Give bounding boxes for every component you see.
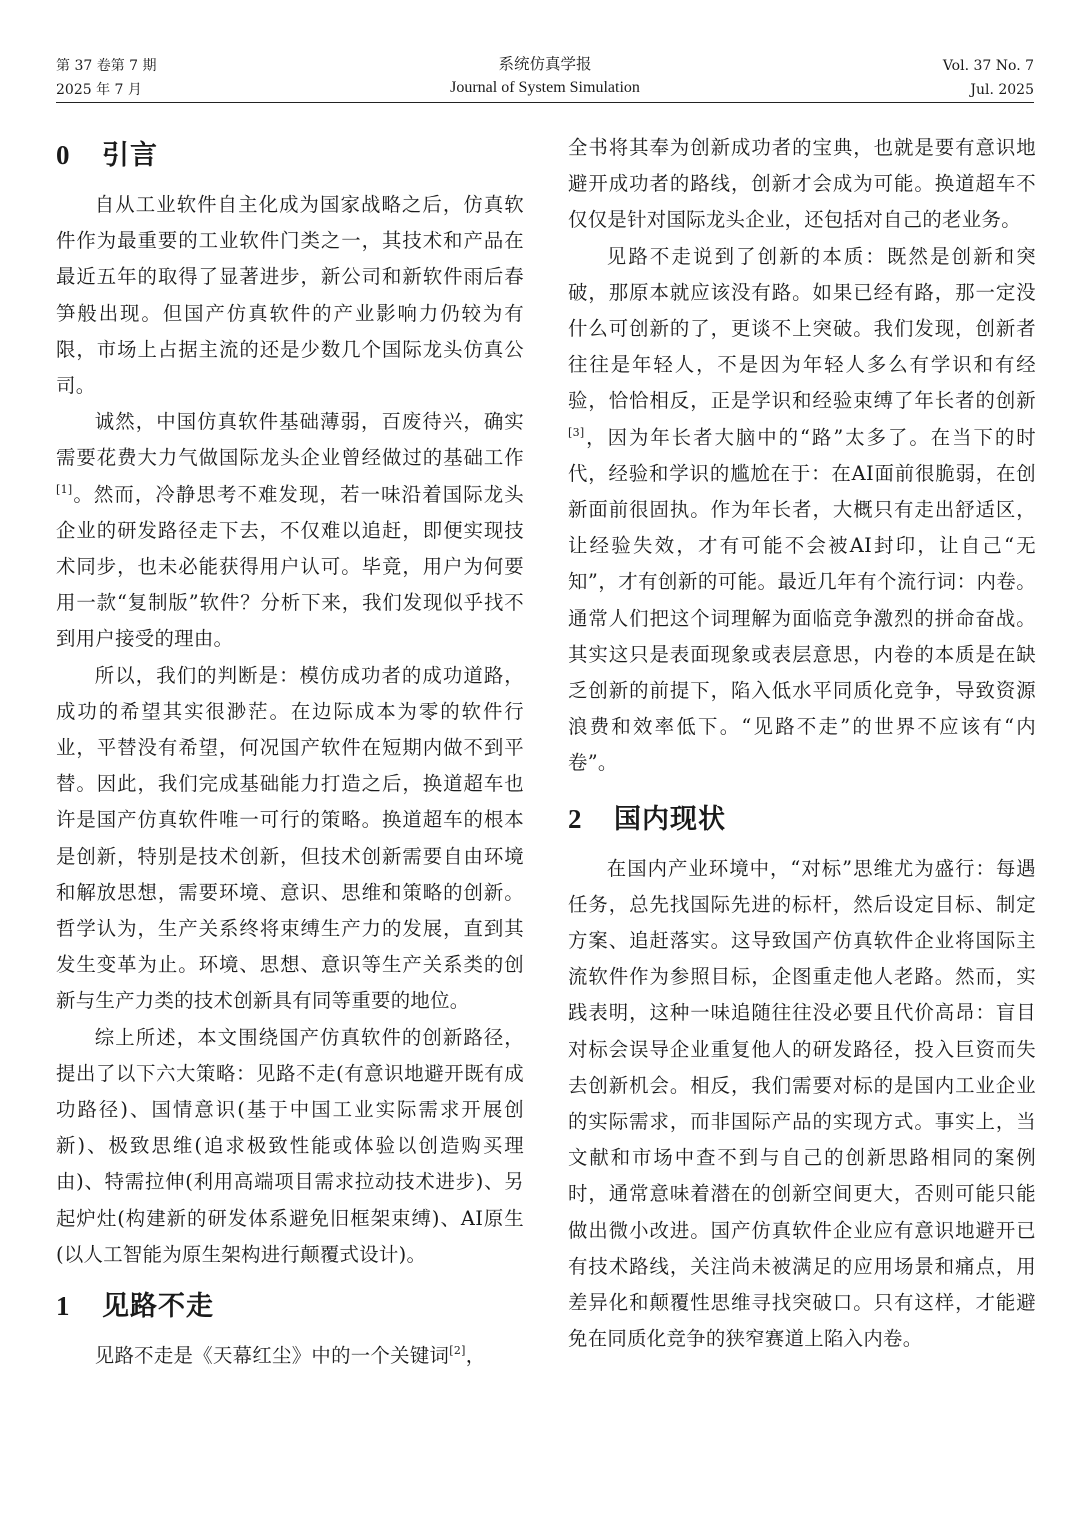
- header-date: 2025 年 7 月: [56, 82, 142, 98]
- header-volume-issue: 第 37 卷第 7 期: [56, 58, 157, 74]
- paragraph-text: 诚然，中国仿真软件基础薄弱，百废待兴，确实需要花费大力气做国际龙头企业曾经做过的基础工作: [56, 410, 524, 470]
- section2-paragraph-1: 在国内产业环境中，“对标”思维尤为盛行：每遇任务，总先找国际先进的标杆，然后设定目标、制定方案、追赶落实。这导致国产仿真软件企业将国际主流软件作为参照目标，企图重走他人老路。然而，实践表明，这种一味追随往往没必要且代价高昂：盲目对标会误导企业重复他人的研发路径，投入巨资而失去创新机会。相反，我们需要对标的是国内工业企业的实际需求，而非国际产品的实现方式。事实上，当文献和市场中查不到与自己的创新思路相同的案例时，通常意味着潜在的创新空间更大，否则可能只能做出微小改进。国产仿真软件企业应有意识地避开已有技术路线，关注尚未被满足的应用场景和痛点，用差异化和颠覆性思维寻找突破口。只有这样，才能避免在同质化竞争的狭窄赛道上陷入内卷。: [568, 856, 1036, 1351]
- section-heading-2: [568, 798, 1036, 841]
- intro-paragraph-4: 综上所述，本文围绕国产仿真软件的创新路径，提出了以下六大策略：见路不走(有意识地避开既有成功路径)、国情意识(基于中国工业实际需求开展创新)、极致思维(追求极致性能或体验以创造购买理由)、特需拉伸(利用高端项目需求拉动技术进步)、另起炉灶(构建新的研发体系避免旧框架束缚)、AI原生(以人工智能为原生架构进行颠覆式设计)。: [56, 1025, 524, 1266]
- journal-title-en: Journal of System Simulation: [450, 79, 640, 96]
- section-title: 引言: [102, 140, 158, 171]
- header-date-en: Jul. 2025: [970, 82, 1034, 98]
- left-column: [56, 130, 524, 1374]
- citation-ref: [3]: [568, 425, 585, 439]
- paragraph-text: 见路不走说到了创新的本质：既然是创新和突破，那原本就应该没有路。如果已经有路，那一定没什么可创新的了，更谈不上突破。我们发现，创新者往往是年轻人，不是因为年轻人多么有学识和有经验，恰恰相反，正是学识和经验束缚了年长者的创新: [568, 244, 1036, 413]
- page-header: [56, 50, 1034, 103]
- paragraph-text: ，: [465, 1344, 486, 1368]
- paragraph-text: 。然而，冷静思考不难发现，若一味沿着国际龙头企业的研发路径走下去，不仅难以追赶，即便实现技术同步，也未必能获得用户认可。毕竟，用户为何要用一款“复制版”软件？分析下来，我们发现似乎找不到用户接受的理由。: [56, 482, 524, 651]
- header-issue-info-en: [943, 54, 1034, 102]
- header-volume-issue-en: Vol. 37 No. 7: [942, 58, 1034, 74]
- citation-ref: [1]: [56, 482, 73, 496]
- paragraph-text: ，因为年长者大脑中的“路”太多了。在当下的时代，经验和学识的尴尬在于：在AI面前很脆弱，在创新面前很固执。作为年长者，大概只有走出舒适区，让经验失效，才有可能不会被AI封印，让自己“无知”，才有创新的可能。最近几年有个流行词：内卷。通常人们把这个词理解为面临竞争激烈的拼命奋战。其实这只是表面现象或表层意思，内卷的本质是在缺乏创新的前提下，陷入低水平同质化竞争，导致资源浪费和效率低下。“见路不走”的世界不应该有“内卷”。: [568, 425, 1036, 775]
- journal-title: [56, 52, 1034, 100]
- section-heading-1: [56, 1285, 524, 1328]
- section1-paragraph-2: [568, 239, 1036, 782]
- section1-paragraph-1-start: [56, 1338, 524, 1374]
- section-number: 0: [56, 140, 71, 170]
- intro-paragraph-2: [56, 404, 524, 657]
- paragraph-text: 见路不走是《天幕红尘》中的一个关键词: [94, 1344, 450, 1368]
- section-number: 1: [56, 1291, 71, 1322]
- intro-paragraph-3: 所以，我们的判断是：模仿成功者的成功道路，成功的希望其实很渺茫。在边际成本为零的软件行业，平替没有希望，何况国产软件在短期内做不到平替。因此，我们完成基础能力打造之后，换道超车也许是国产仿真软件唯一可行的策略。换道超车的根本是创新，特别是技术创新，但技术创新需要自由环境和解放思想，需要环境、意识、思维和策略的创新。哲学认为，生产关系终将束缚生产力的发展，直到其发生变革为止。环境、思想、意识等生产关系类的创新与生产力类的技术创新具有同等重要的地位。: [56, 663, 524, 1013]
- journal-title-cn: 系统仿真学报: [498, 55, 592, 73]
- section-number: 2: [568, 803, 583, 834]
- right-column: [568, 130, 1036, 1358]
- section-title: 国内现状: [614, 803, 726, 835]
- section-title: 见路不走: [102, 1291, 214, 1323]
- section1-paragraph-1-continued: 全书将其奉为创新成功者的宝典，也就是要有意识地避开成功者的路线，创新才会成为可能。换道超车不仅仅是针对国际龙头企业，还包括对自己的老业务。: [568, 136, 1036, 232]
- section-heading-intro: [56, 134, 524, 177]
- intro-paragraph-1: 自从工业软件自主化成为国家战略之后，仿真软件作为最重要的工业软件门类之一，其技术和产品在最近五年的取得了显著进步，新公司和新软件雨后春笋般出现。但国产仿真软件的产业影响力仍较为有限，市场上占据主流的还是少数几个国际龙头仿真公司。: [56, 193, 524, 398]
- citation-ref: [2]: [449, 1344, 466, 1358]
